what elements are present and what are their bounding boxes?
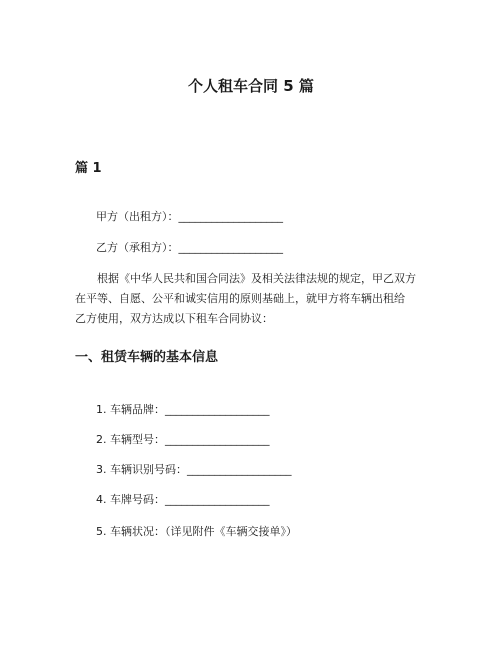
vehicle-item: 3. 车辆识别号码：___________________ [96, 463, 292, 476]
intro-line: 在平等、自愿、公平和诚实信用的原则基础上，就甲方将车辆出租给 [75, 292, 405, 305]
section-label: 篇 1 [75, 161, 102, 176]
intro-line: 根据《中华人民共和国合同法》及相关法律法规的规定，甲乙双方 [97, 272, 416, 285]
vehicle-item: 4. 车牌号码：___________________ [96, 493, 270, 506]
party-a-line: 甲方（出租方）：___________________ [96, 210, 283, 223]
intro-line: 乙方使用，双方达成以下租车合同协议： [75, 312, 273, 325]
vehicle-item: 5. 车辆状况：（详见附件《车辆交接单》） [96, 525, 297, 538]
intro-paragraph [75, 269, 435, 329]
clause-heading: 一、租赁车辆的基本信息 [75, 350, 219, 365]
document-title: 个人租车合同 5 篇 [188, 77, 314, 95]
party-b-line: 乙方（承租方）：___________________ [96, 241, 283, 254]
vehicle-item: 2. 车辆型号：___________________ [96, 433, 270, 446]
vehicle-item: 1. 车辆品牌：___________________ [96, 403, 270, 416]
